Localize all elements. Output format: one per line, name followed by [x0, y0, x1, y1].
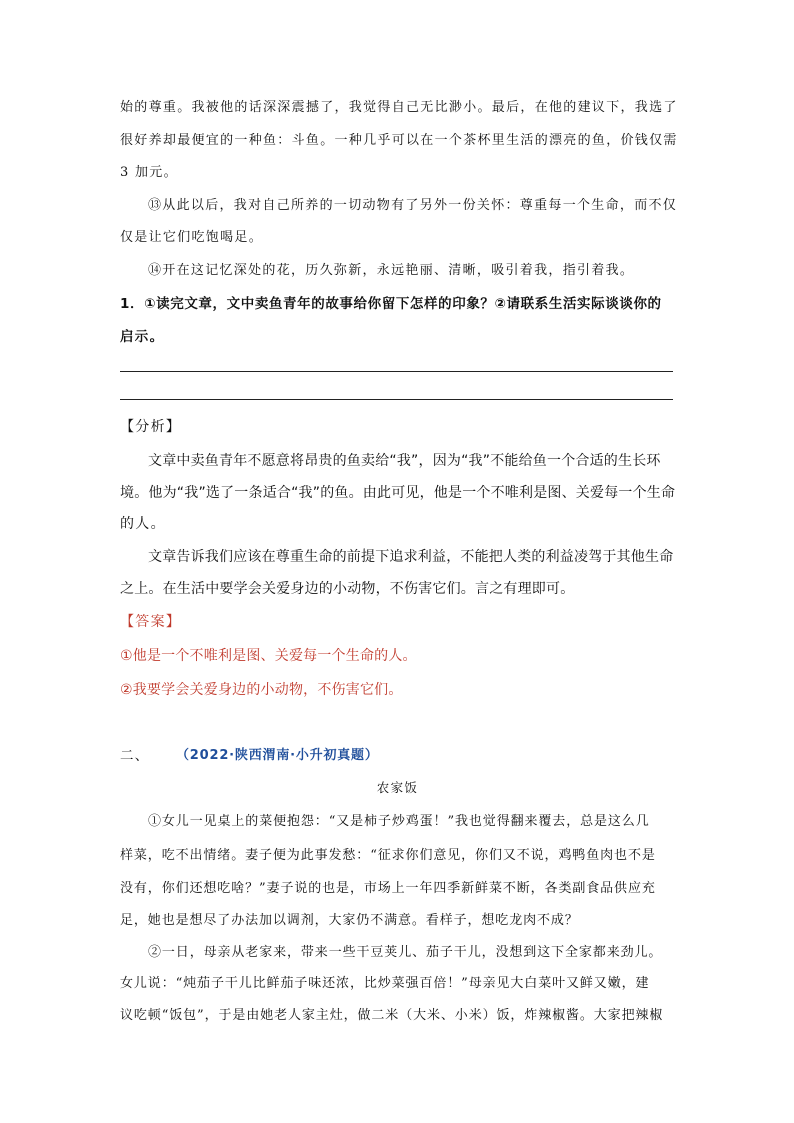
analysis-line: 的人。	[120, 516, 166, 532]
article-line: ①女儿一见桌上的菜便抱怨：“又是柿子炒鸡蛋！”我也觉得翻来覆去，总是这么几	[148, 814, 650, 829]
analysis-line: 文章告诉我们应该在尊重生命的前提下追求利益，不能把人类的利益凌驾于其他生命	[148, 549, 674, 565]
section-number: 二、	[120, 748, 150, 764]
article-title: 农家饭	[376, 780, 419, 795]
analysis-line: 之上。在生活中要学会关爱身边的小动物，不伤害它们。言之有理即可。	[120, 581, 575, 597]
question-line: 启示。	[120, 329, 165, 345]
passage-line: 很好养却最便宜的一种鱼：斗鱼。一种几乎可以在一个茶杯里生活的漂亮的鱼，价钱仅需	[120, 133, 678, 148]
answer-line: ②我要学会关爱身边的小动物，不伤害它们。	[120, 682, 403, 698]
article-line: ②一日，母亲从老家来，带来一些干豆荚儿、茄子干儿，没想到这下全家都来劲儿。	[148, 945, 663, 960]
question-source: （2022·陕西渭南·小升初真题）	[176, 748, 379, 763]
analysis-line: 境。他为“我”选了一条适合“我”的鱼。由此可见，他是一个不唯利是图、关爱每一个生命	[120, 485, 676, 501]
passage-line: 始的尊重。我被他的话深深震撼了，我觉得自己无比渺小。最后，在他的建议下，我选了	[120, 100, 678, 115]
paragraph-13-line: ⑬从此以后，我对自己所养的一切动物有了另外一份关怀：尊重每一个生命，而不仅	[148, 198, 678, 213]
answer-heading: 【答案】	[120, 614, 182, 630]
article-line: 样菜，吃不出情绪。妻子便为此事发愁：“征求你们意见，你们又不说，鸡鸭鱼肉也不是	[120, 848, 656, 863]
answer-line: ①他是一个不唯利是图、关爱每一个生命的人。	[120, 648, 417, 664]
answer-blank-line	[120, 371, 673, 372]
passage-line: 3 加元。	[120, 165, 178, 180]
passage-line: 仅是让它们吃饱喝足。	[120, 230, 264, 245]
article-line: 议吃顿“饭包”，于是由她老人家主灶，做二米（大米、小米）饭，炸辣椒酱。大家把辣椒	[120, 1008, 664, 1023]
analysis-line: 文章中卖鱼青年不愿意将昂贵的鱼卖给“我”，因为“我”不能给鱼一个合适的生长环	[148, 453, 661, 469]
answer-blank-line	[120, 399, 673, 400]
article-line: 没有，你们还想吃啥？”妻子说的也是，市场上一年四季新鲜菜不断，各类副食品供应充	[120, 881, 656, 896]
article-line: 足，她也是想尽了办法加以调剂，大家仍不满意。看样子，想吃龙肉不成？	[120, 913, 579, 928]
analysis-heading: 【分析】	[120, 419, 182, 435]
question-line: 1．①读完文章，文中卖鱼青年的故事给你留下怎样的印象？②请联系生活实际谈谈你的	[120, 296, 662, 312]
article-line: 女儿说：“炖茄子干儿比鲜茄子味还浓，比炒菜强百倍！”母亲见大白菜叶又鲜又嫩，建	[120, 976, 650, 991]
paragraph-14-line: ⑭开在这记忆深处的花，历久弥新，永远艳丽、清晰，吸引着我，指引着我。	[148, 263, 635, 278]
